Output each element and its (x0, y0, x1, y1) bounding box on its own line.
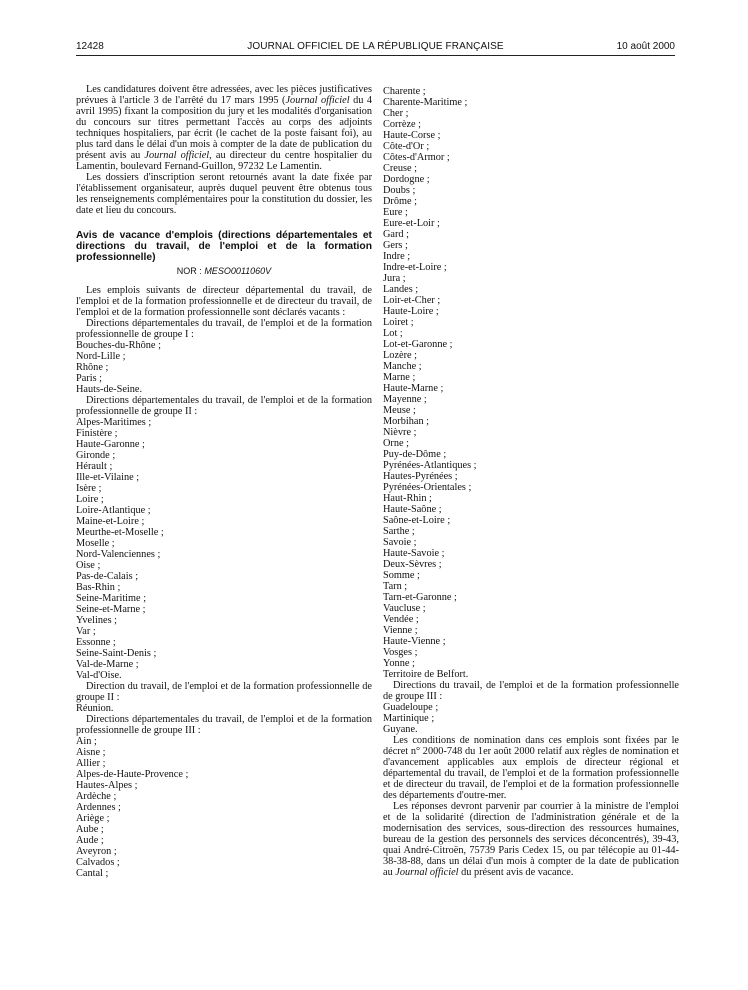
department-item: Aisne ; (76, 747, 106, 758)
department-item: Haute-Savoie ; (383, 548, 445, 559)
department-item: Creuse ; (383, 163, 418, 174)
department-item: Haute-Corse ; (383, 130, 441, 141)
department-item: Lozère ; (383, 350, 418, 361)
department-item: Ardèche ; (76, 791, 117, 802)
page-number: 12428 (76, 41, 104, 52)
department-item: Charente-Maritime ; (383, 97, 468, 108)
right-column (383, 86, 679, 968)
journal-title: JOURNAL OFFICIEL DE LA RÉPUBLIQUE FRANÇAISE (247, 41, 504, 52)
department-item: Ille-et-Vilaine ; (76, 472, 140, 483)
issue-date: 10 août 2000 (616, 41, 675, 52)
responses-paragraph: Les réponses devront parvenir par courrier à la ministre de l'emploi et de la solidarité (direction de l'administration générale et de la modernisation des services, sous-direction des ressources humaines, bureau de la gestion des personnels des services déconcentrés), 39-43, quai André-Citroën, 75739 Paris Cedex 15, ou par télécopie au 01-44-38-38-88, dans un délai d'un mois à compter de la date de publication au Journal officiel du présent avis de vacance. (383, 801, 679, 878)
department-item: Bouches-du-Rhône ; (76, 340, 161, 351)
department-item: Gers ; (383, 240, 408, 251)
department-item: Nord-Valenciennes ; (76, 549, 161, 560)
notice-heading: Avis de vacance d'emplois (directions départementales et directions du travail, de l'emploi et de la formation professionnelle) (76, 230, 372, 263)
direction3-title: Directions du travail, de l'emploi et de la formation professionnelle de groupe III : (383, 680, 679, 702)
department-item: Martinique ; (383, 713, 435, 724)
department-item: Yonne ; (383, 658, 415, 669)
page-header (76, 41, 675, 55)
department-item: Oise ; (76, 560, 101, 571)
department-item: Mayenne ; (383, 394, 427, 405)
department-item: Landes ; (383, 284, 419, 295)
department-item: Nord-Lille ; (76, 351, 126, 362)
department-item: Loire ; (76, 494, 104, 505)
department-item: Marne ; (383, 372, 416, 383)
department-item: Haut-Rhin ; (383, 493, 432, 504)
department-item: Vendée ; (383, 614, 419, 625)
department-item: Rhône ; (76, 362, 109, 373)
department-item: Haute-Saône ; (383, 504, 442, 515)
department-item: Eure ; (383, 207, 408, 218)
department-item: Ariège ; (76, 813, 110, 824)
department-item: Pyrénées-Atlantiques ; (383, 460, 477, 471)
department-item: Côtes-d'Armor ; (383, 152, 450, 163)
department-item: Corrèze ; (383, 119, 422, 130)
department-item: Puy-de-Dôme ; (383, 449, 447, 460)
department-item: Bas-Rhin ; (76, 582, 121, 593)
department-item: Guyane. (383, 724, 418, 735)
group2-title: Directions départementales du travail, de l'emploi et de la formation professionnelle de groupe II : (76, 395, 372, 417)
department-item: Saône-et-Loire ; (383, 515, 451, 526)
lead-paragraph: Les emplois suivants de directeur départemental du travail, de l'emploi et de la formation professionnelle et de directeur du travail, de l'emploi et de la formation professionnelle sont déclarés vacants : (76, 285, 372, 318)
department-item: Cantal ; (76, 868, 109, 879)
department-item: Aube ; (76, 824, 104, 835)
department-item: Loir-et-Cher ; (383, 295, 441, 306)
department-item: Paris ; (76, 373, 103, 384)
department-item: Lot ; (383, 328, 403, 339)
department-item: Deux-Sèvres ; (383, 559, 442, 570)
conditions-paragraph: Les conditions de nomination dans ces emplois sont fixées par le décret n° 2000-748 du 1er août 2000 relatif aux règles de nomination et d'avancement applicables aux emplois de directeur régional et départemental du travail, de l'emploi et de la formation professionnelle et de directeur du travail, de l'emploi et de la formation professionnelle des départements d'outre-mer. (383, 735, 679, 801)
department-item: Côte-d'Or ; (383, 141, 430, 152)
department-item: Pas-de-Calais ; (76, 571, 139, 582)
department-item: Seine-Saint-Denis ; (76, 648, 157, 659)
department-item: Meuse ; (383, 405, 416, 416)
department-item: Orne ; (383, 438, 410, 449)
dossier-paragraph: Les dossiers d'inscription seront retournés avant la date fixée par l'établissement organisateur, auprès duquel peuvent être obtenus tous les renseignements complémentaires pour la constitution du dossier, les date et lieu du concours. (76, 172, 372, 216)
department-item: Yvelines ; (76, 615, 118, 626)
department-item: Morbihan ; (383, 416, 430, 427)
department-item: Val-de-Marne ; (76, 659, 139, 670)
department-item: Charente ; (383, 86, 426, 97)
department-item: Meurthe-et-Moselle ; (76, 527, 164, 538)
department-item: Haute-Loire ; (383, 306, 439, 317)
intro-paragraph: Les candidatures doivent être adressées, avec les pièces justificatives prévues à l'article 3 de l'arrêté du 17 mars 1995 (Journal officiel du 4 avril 1995) fixant la composition du jury et les modalités d'organisation du concours sur titres permettant l'accès au corps des adjoints techniques hospitaliers, par écrit (le cachet de la poste faisant foi), au plus tard dans le délai d'un mois à compter de la date de publication du présent avis au Journal officiel, au directeur du centre hospitalier du Lamentin, boulevard Fernand-Guillon, 97232 Le Lamentin. (76, 84, 372, 172)
department-item: Allier ; (76, 758, 106, 769)
department-item: Haute-Vienne ; (383, 636, 446, 647)
department-item: Dordogne ; (383, 174, 430, 185)
department-item: Vosges ; (383, 647, 418, 658)
department-item: Loiret ; (383, 317, 414, 328)
department-item: Seine-et-Marne ; (76, 604, 146, 615)
department-item: Vaucluse ; (383, 603, 426, 614)
department-item: Territoire de Belfort. (383, 669, 469, 680)
department-item: Loire-Atlantique ; (76, 505, 151, 516)
department-item: Vienne ; (383, 625, 418, 636)
department-item: Jura ; (383, 273, 406, 284)
direction2-list (76, 703, 372, 714)
group3-list (76, 736, 372, 879)
department-item: Aveyron ; (76, 846, 117, 857)
department-item: Gironde ; (76, 450, 116, 461)
direction2-title: Direction du travail, de l'emploi et de la formation professionnelle de groupe II : (76, 681, 372, 703)
department-item: Manche ; (383, 361, 422, 372)
group2-list (76, 417, 372, 681)
department-item: Maine-et-Loire ; (76, 516, 145, 527)
department-item: Savoie ; (383, 537, 417, 548)
department-item: Essonne ; (76, 637, 116, 648)
department-item: Calvados ; (76, 857, 120, 868)
group3-title: Directions départementales du travail, de l'emploi et de la formation professionnelle de groupe III : (76, 714, 372, 736)
department-item: Ardennes ; (76, 802, 121, 813)
department-item: Alpes-de-Haute-Provence ; (76, 769, 189, 780)
nor-reference: NOR : MESO0011060V (176, 266, 272, 276)
direction3-list (383, 702, 679, 735)
department-item: Tarn ; (383, 581, 408, 592)
header-rule (76, 55, 675, 56)
department-item: Eure-et-Loir ; (383, 218, 440, 229)
department-item: Finistère ; (76, 428, 118, 439)
group1-title: Directions départementales du travail, de l'emploi et de la formation professionnelle de groupe I : (76, 318, 372, 340)
department-item: Nièvre ; (383, 427, 417, 438)
department-item: Sarthe ; (383, 526, 415, 537)
department-item: Alpes-Maritimes ; (76, 417, 152, 428)
group1-list (76, 340, 372, 395)
department-item: Hautes-Alpes ; (76, 780, 138, 791)
department-item: Réunion. (76, 703, 114, 714)
department-item: Var ; (76, 626, 96, 637)
department-item: Tarn-et-Garonne ; (383, 592, 457, 603)
department-item: Aude ; (76, 835, 104, 846)
department-item: Indre-et-Loire ; (383, 262, 447, 273)
department-item: Hautes-Pyrénées ; (383, 471, 458, 482)
department-item: Doubs ; (383, 185, 416, 196)
left-column (76, 84, 372, 966)
department-item: Ain ; (76, 736, 97, 747)
department-item: Guadeloupe ; (383, 702, 439, 713)
department-item: Isère ; (76, 483, 102, 494)
department-item: Moselle ; (76, 538, 115, 549)
department-item: Seine-Maritime ; (76, 593, 147, 604)
department-item: Drôme ; (383, 196, 418, 207)
group3-list-continued (383, 86, 679, 680)
department-item: Hérault ; (76, 461, 113, 472)
department-item: Somme ; (383, 570, 420, 581)
department-item: Gard ; (383, 229, 410, 240)
department-item: Indre ; (383, 251, 411, 262)
department-item: Pyrénées-Orientales ; (383, 482, 472, 493)
department-item: Cher ; (383, 108, 409, 119)
department-item: Hauts-de-Seine. (76, 384, 143, 395)
department-item: Val-d'Oise. (76, 670, 122, 681)
department-item: Haute-Garonne ; (76, 439, 145, 450)
department-item: Lot-et-Garonne ; (383, 339, 453, 350)
department-item: Haute-Marne ; (383, 383, 444, 394)
